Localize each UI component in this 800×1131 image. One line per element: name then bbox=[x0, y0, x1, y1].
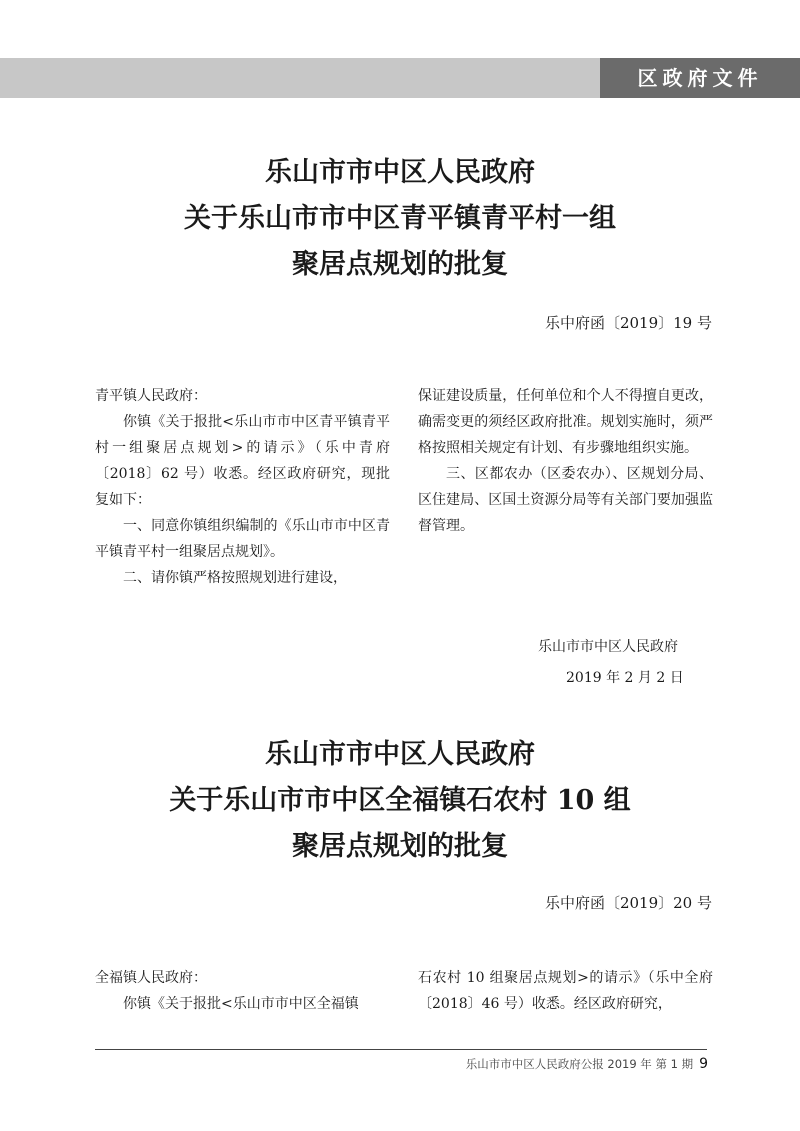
doc2-paragraph: 石农村 10 组聚居点规划>的请示》（乐中全府〔2018〕46 号）收悉。经区政府研究， bbox=[418, 970, 713, 1012]
doc2-salutation: 全福镇人民政府： bbox=[95, 970, 207, 986]
doc1-title bbox=[0, 150, 800, 288]
doc1-paragraph: 保证建设质量，任何单位和个人不得擅自更改，确需变更的须经区政府批准。规划实施时，须严格按照相关规定有计划、有步骤地组织实施。 bbox=[418, 388, 713, 456]
page-number: 9 bbox=[699, 1056, 708, 1072]
doc2-title-line: 关于乐山市市中区全福镇石农村 10 组 bbox=[169, 785, 631, 816]
doc1-signature: 乐山市市中区人民政府 bbox=[538, 639, 678, 655]
doc2-title-line: 聚居点规划的批复 bbox=[292, 831, 508, 862]
doc2-paragraph: 你镇《关于报批<乐山市市中区全福镇 bbox=[123, 996, 359, 1012]
doc2-title bbox=[0, 732, 800, 870]
doc2-title-line: 乐山市市中区人民政府 bbox=[265, 739, 535, 770]
section-label: 区政府文件 bbox=[600, 58, 800, 98]
doc1-right-column bbox=[418, 383, 713, 539]
doc1-title-line: 乐山市市中区人民政府 bbox=[265, 157, 535, 188]
doc1-paragraph: 三、区都农办（区委农办）、区规划分局、区住建局、区国土资源分局等有关部门要加强监督管理。 bbox=[418, 466, 713, 534]
footer-publication: 乐山市市中区人民政府公报 2019 年 第 1 期 bbox=[465, 1057, 694, 1071]
doc1-salutation: 青平镇人民政府： bbox=[95, 388, 207, 404]
doc1-paragraph: 你镇《关于报批<乐山市市中区青平镇青平村一组聚居点规划>的请示》（乐中青府〔2018〕62 号）收悉。经区政府研究，现批复如下： bbox=[95, 414, 390, 508]
header-bar bbox=[0, 58, 800, 98]
doc2-left-column bbox=[95, 965, 390, 1017]
footer-rule bbox=[95, 1049, 707, 1050]
doc2-number: 乐中府函〔2019〕20 号 bbox=[544, 894, 712, 912]
doc1-paragraph: 二、请你镇严格按照规划进行建设， bbox=[123, 570, 347, 586]
doc1-left-column bbox=[95, 383, 390, 591]
doc1-title-line: 关于乐山市市中区青平镇青平村一组 bbox=[184, 203, 616, 234]
doc1-paragraph: 一、同意你镇组织编制的《乐山市市中区青平镇青平村一组聚居点规划》。 bbox=[95, 518, 390, 560]
doc1-title-line: 聚居点规划的批复 bbox=[292, 249, 508, 280]
doc1-number: 乐中府函〔2019〕19 号 bbox=[544, 314, 712, 332]
footer bbox=[466, 1056, 708, 1072]
doc1-date: 2019 年 2 月 2 日 bbox=[566, 670, 684, 686]
doc2-right-column bbox=[418, 965, 713, 1017]
